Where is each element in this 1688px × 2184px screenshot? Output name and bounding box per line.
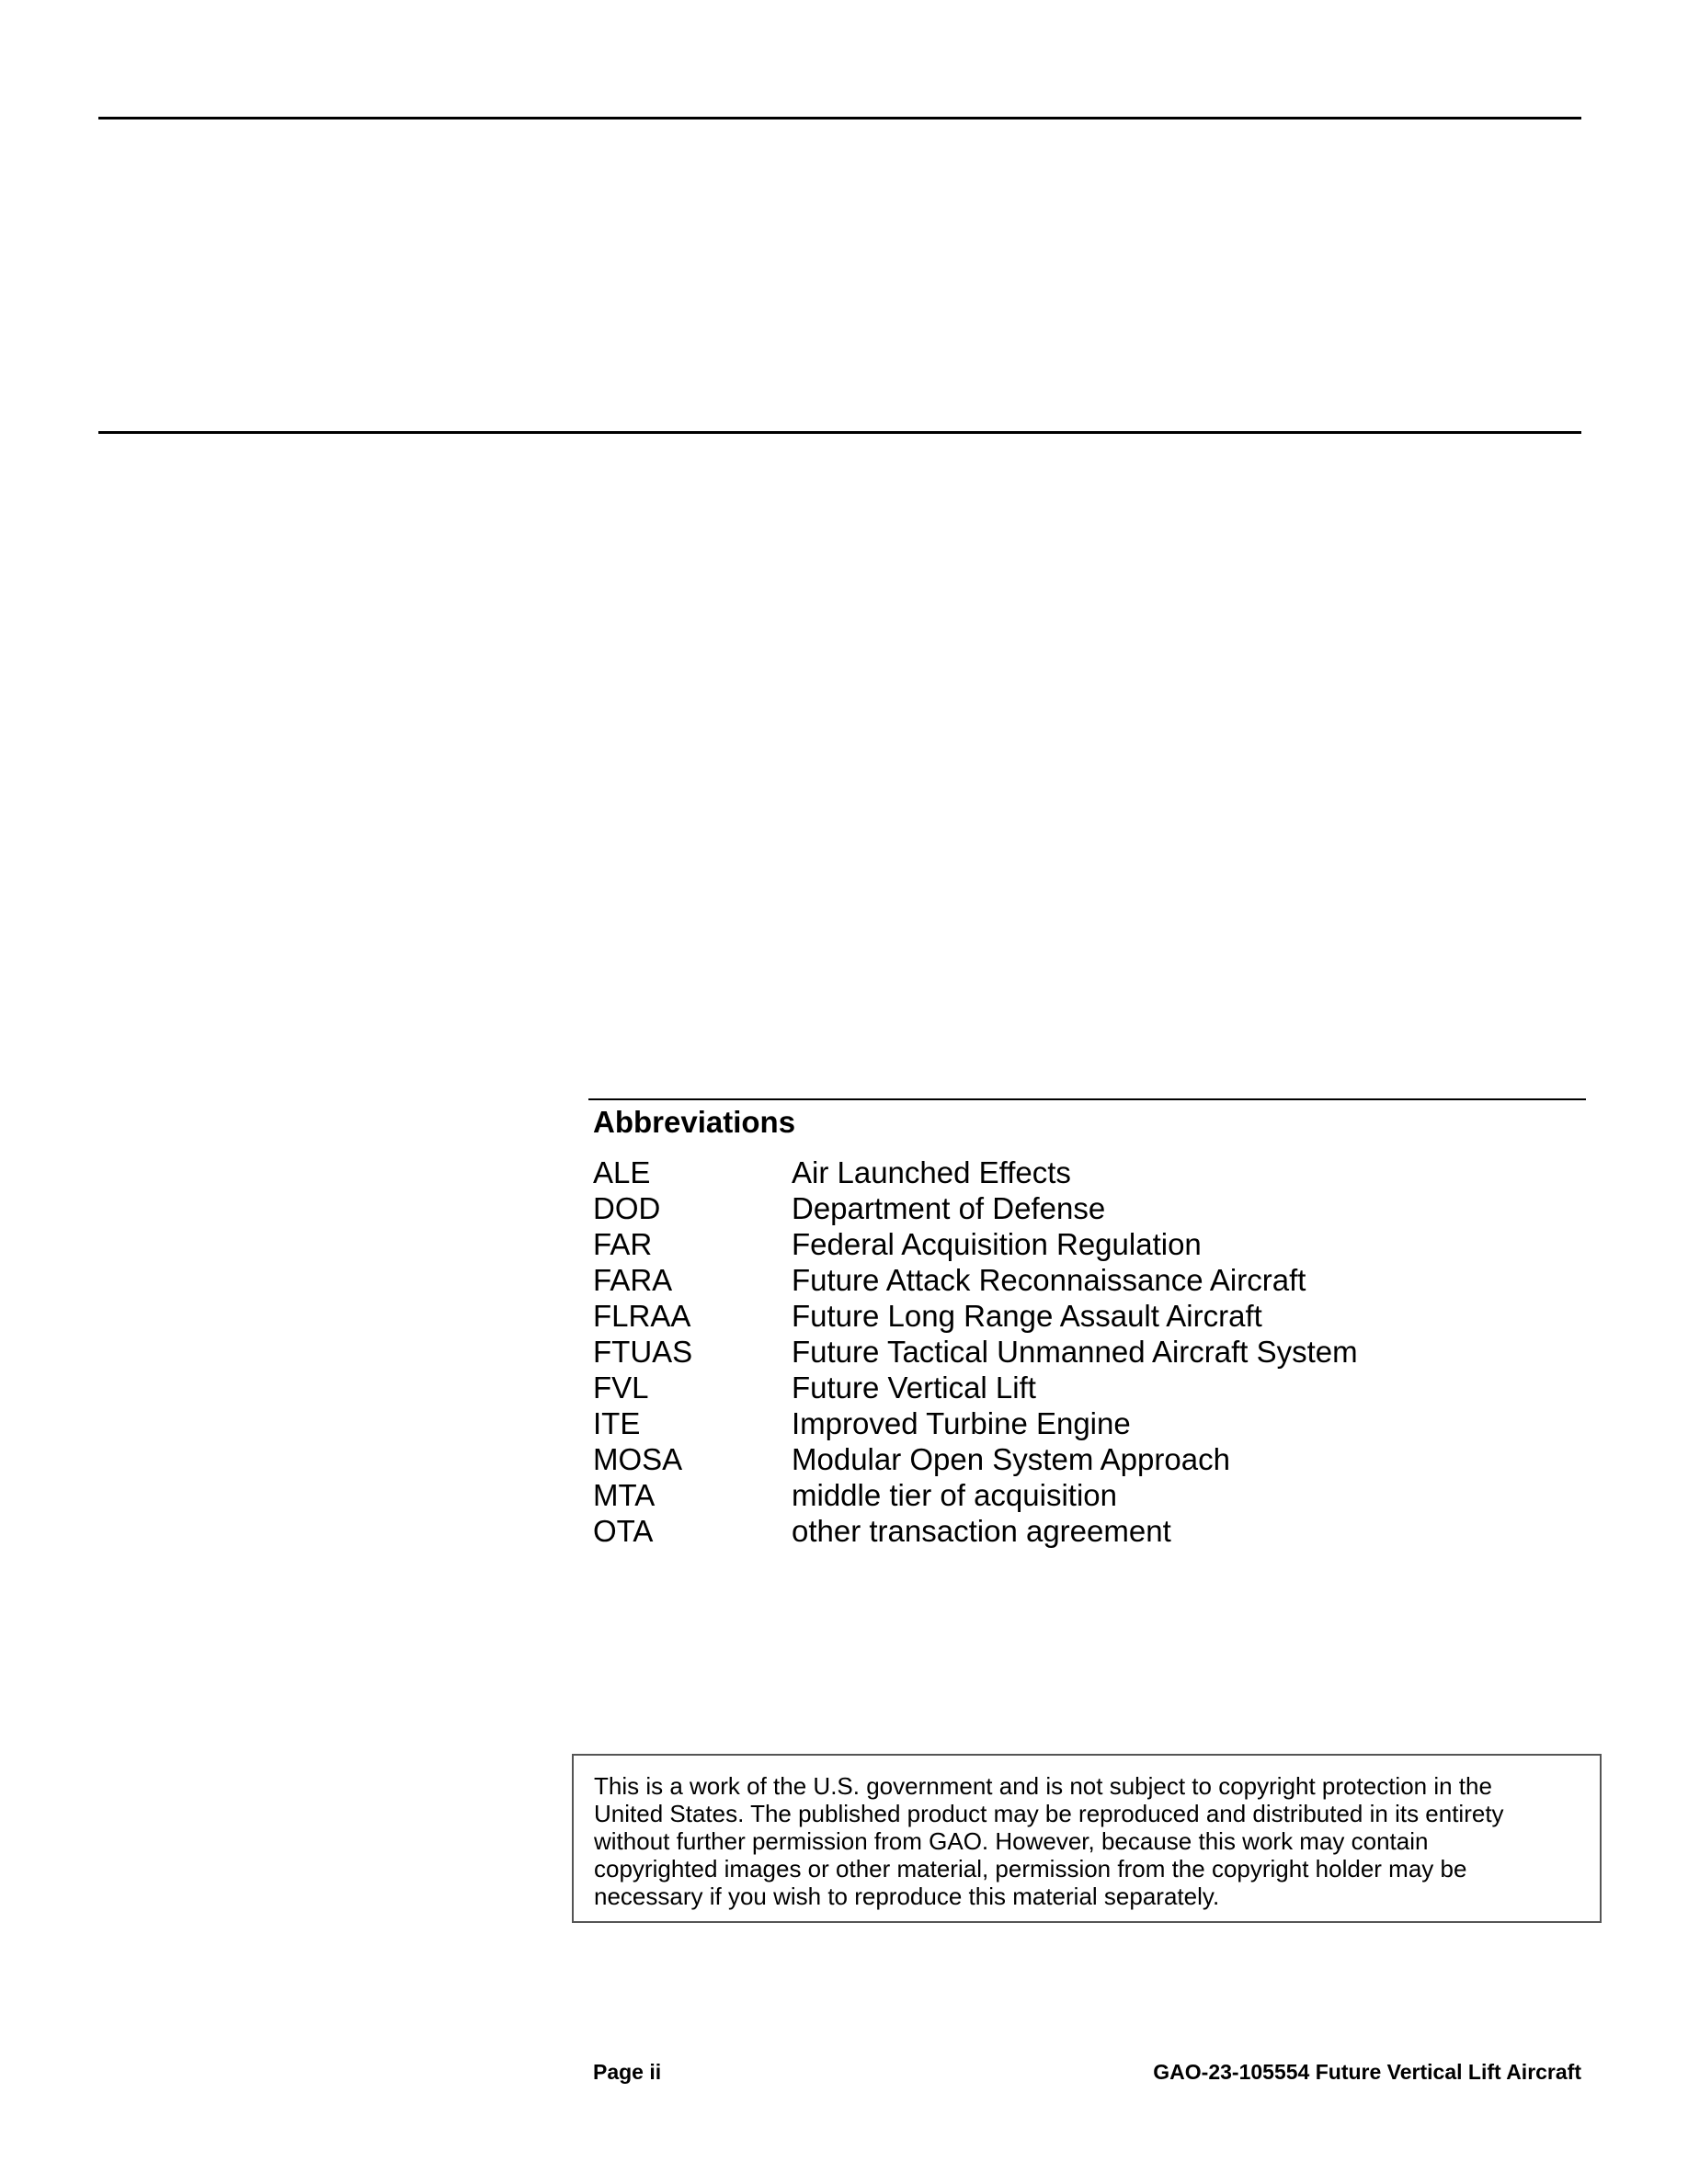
abbreviation-definition: Federal Acquisition Regulation [792,1227,1202,1261]
abbreviations-list [593,1155,1358,1549]
abbreviation-term: OTA [593,1514,654,1548]
abbreviation-definition: Future Tactical Unmanned Aircraft System [792,1335,1358,1369]
abbreviation-definition: Modular Open System Approach [792,1442,1230,1476]
abbreviation-row [593,1262,1358,1298]
abbreviation-definition: other transaction agreement [792,1514,1171,1548]
abbreviation-row [593,1298,1358,1334]
section-rule [98,431,1581,434]
abbreviation-term: FLRAA [593,1299,691,1333]
abbreviation-term: FTUAS [593,1335,693,1369]
page-number: Page ii [593,2060,662,2084]
top-rule [98,117,1581,119]
copyright-notice-line: without further permission from GAO. However, because this work may contain [594,1827,1429,1855]
abbreviation-row [593,1405,1358,1441]
abbreviation-row [593,1370,1358,1405]
abbreviation-row [593,1190,1358,1226]
abbreviation-definition: Future Long Range Assault Aircraft [792,1299,1262,1333]
document-identifier: GAO-23-105554 Future Vertical Lift Aircraft [1153,2060,1581,2084]
abbreviation-term: DOD [593,1191,661,1225]
abbreviation-row [593,1513,1358,1549]
abbreviation-row [593,1155,1358,1190]
abbreviation-definition: middle tier of acquisition [792,1478,1118,1512]
abbreviation-term: ALE [593,1155,651,1189]
copyright-notice-line: necessary if you wish to reproduce this material separately. [594,1883,1220,1910]
copyright-notice-line: This is a work of the U.S. government and is not subject to copyright protection in the [594,1772,1492,1800]
copyright-notice-line: copyrighted images or other material, permission from the copyright holder may be [594,1855,1467,1883]
abbreviation-definition: Improved Turbine Engine [792,1406,1131,1440]
abbreviation-term: MOSA [593,1442,683,1476]
abbreviation-row [593,1477,1358,1513]
abbreviations-heading: Abbreviations [593,1105,796,1139]
abbreviation-row [593,1334,1358,1370]
abbreviation-definition: Department of Defense [792,1191,1106,1225]
abbreviation-term: FVL [593,1371,649,1405]
abbreviation-row [593,1226,1358,1262]
abbreviation-term: FARA [593,1263,673,1297]
copyright-notice [572,1754,1602,1923]
abbreviation-row [593,1441,1358,1477]
abbreviation-term: ITE [593,1406,641,1440]
copyright-notice-line: United States. The published product may be reproduced and distributed in its entirety [594,1800,1504,1827]
abbreviation-definition: Future Attack Reconnaissance Aircraft [792,1263,1306,1297]
abbreviation-definition: Future Vertical Lift [792,1371,1036,1405]
abbreviation-term: MTA [593,1478,656,1512]
abbreviation-term: FAR [593,1227,653,1261]
abbreviation-definition: Air Launched Effects [792,1155,1071,1189]
abbreviations-rule [588,1098,1586,1100]
